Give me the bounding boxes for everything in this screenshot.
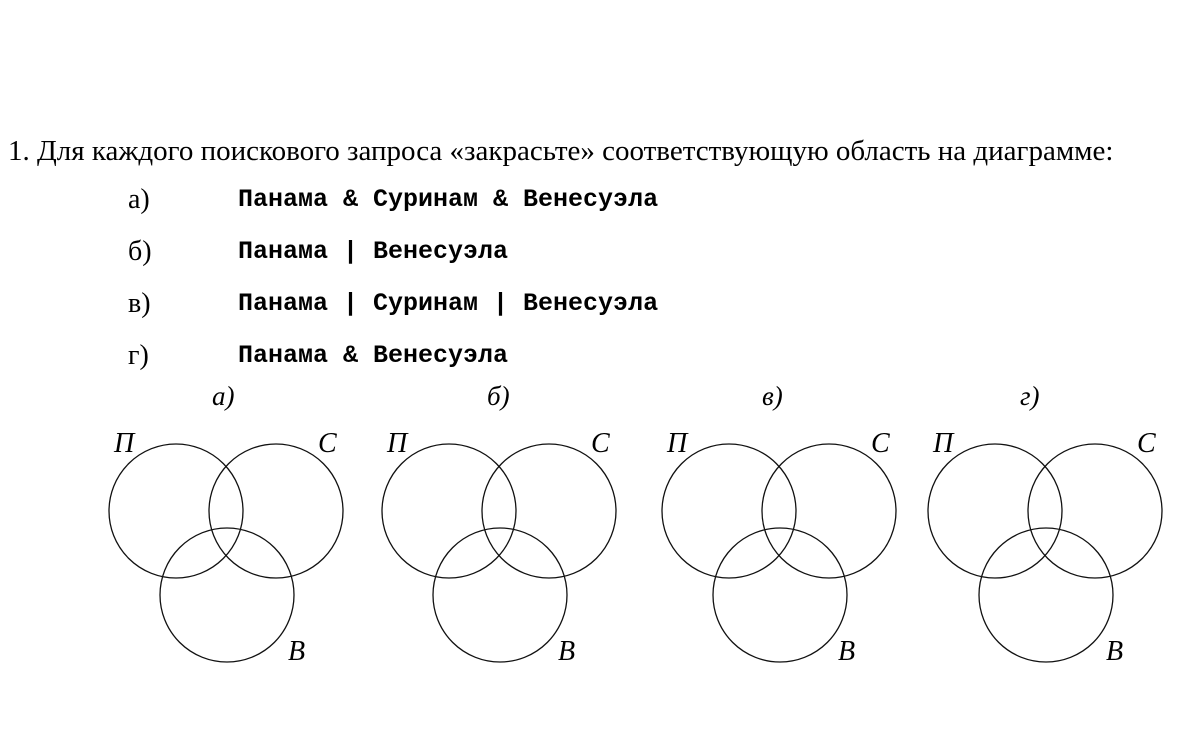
set-label-bottom: В bbox=[288, 636, 306, 667]
venn-diagram-b bbox=[382, 381, 616, 667]
venn-diagram-g bbox=[928, 381, 1162, 667]
circle-bottom[interactable] bbox=[160, 528, 294, 662]
circle-right[interactable] bbox=[482, 444, 616, 578]
set-label-left: П bbox=[667, 428, 688, 459]
query-text: Панама & Венесуэла bbox=[238, 341, 509, 370]
diagram-caption: а) bbox=[212, 381, 235, 411]
set-label-left: П bbox=[933, 428, 954, 459]
set-label-left: П bbox=[114, 428, 135, 459]
circle-bottom[interactable] bbox=[713, 528, 847, 662]
set-label-bottom: В bbox=[558, 636, 576, 667]
circle-bottom[interactable] bbox=[979, 528, 1113, 662]
circle-right[interactable] bbox=[209, 444, 343, 578]
diagram-caption: г) bbox=[1020, 381, 1040, 411]
query-letter: г) bbox=[128, 340, 149, 371]
query-letter: а) bbox=[128, 184, 150, 215]
venn-diagram-a bbox=[109, 381, 343, 667]
circle-right[interactable] bbox=[762, 444, 896, 578]
circle-left[interactable] bbox=[662, 444, 796, 578]
query-letter: в) bbox=[128, 288, 151, 319]
set-label-left: П bbox=[387, 428, 408, 459]
circle-right[interactable] bbox=[1028, 444, 1162, 578]
query-text: Панама | Суринам | Венесуэла bbox=[238, 289, 659, 318]
set-label-right: С bbox=[871, 428, 890, 459]
set-label-right: С bbox=[591, 428, 610, 459]
set-label-right: С bbox=[1137, 428, 1156, 459]
circle-left[interactable] bbox=[109, 444, 243, 578]
circle-bottom[interactable] bbox=[433, 528, 567, 662]
set-label-bottom: В bbox=[838, 636, 856, 667]
query-text: Панама & Суринам & Венесуэла bbox=[238, 185, 659, 214]
diagram-caption: б) bbox=[487, 381, 510, 411]
venn-diagram-v bbox=[662, 381, 896, 667]
set-label-bottom: В bbox=[1106, 636, 1124, 667]
diagram-caption: в) bbox=[762, 381, 783, 411]
circle-left[interactable] bbox=[928, 444, 1062, 578]
task-title: 1. Для каждого поискового запроса «закрасьте» соответствующую область на диаграмме: bbox=[8, 135, 1114, 167]
circle-left[interactable] bbox=[382, 444, 516, 578]
query-text: Панама | Венесуэла bbox=[238, 237, 509, 266]
query-letter: б) bbox=[128, 236, 152, 267]
set-label-right: С bbox=[318, 428, 337, 459]
